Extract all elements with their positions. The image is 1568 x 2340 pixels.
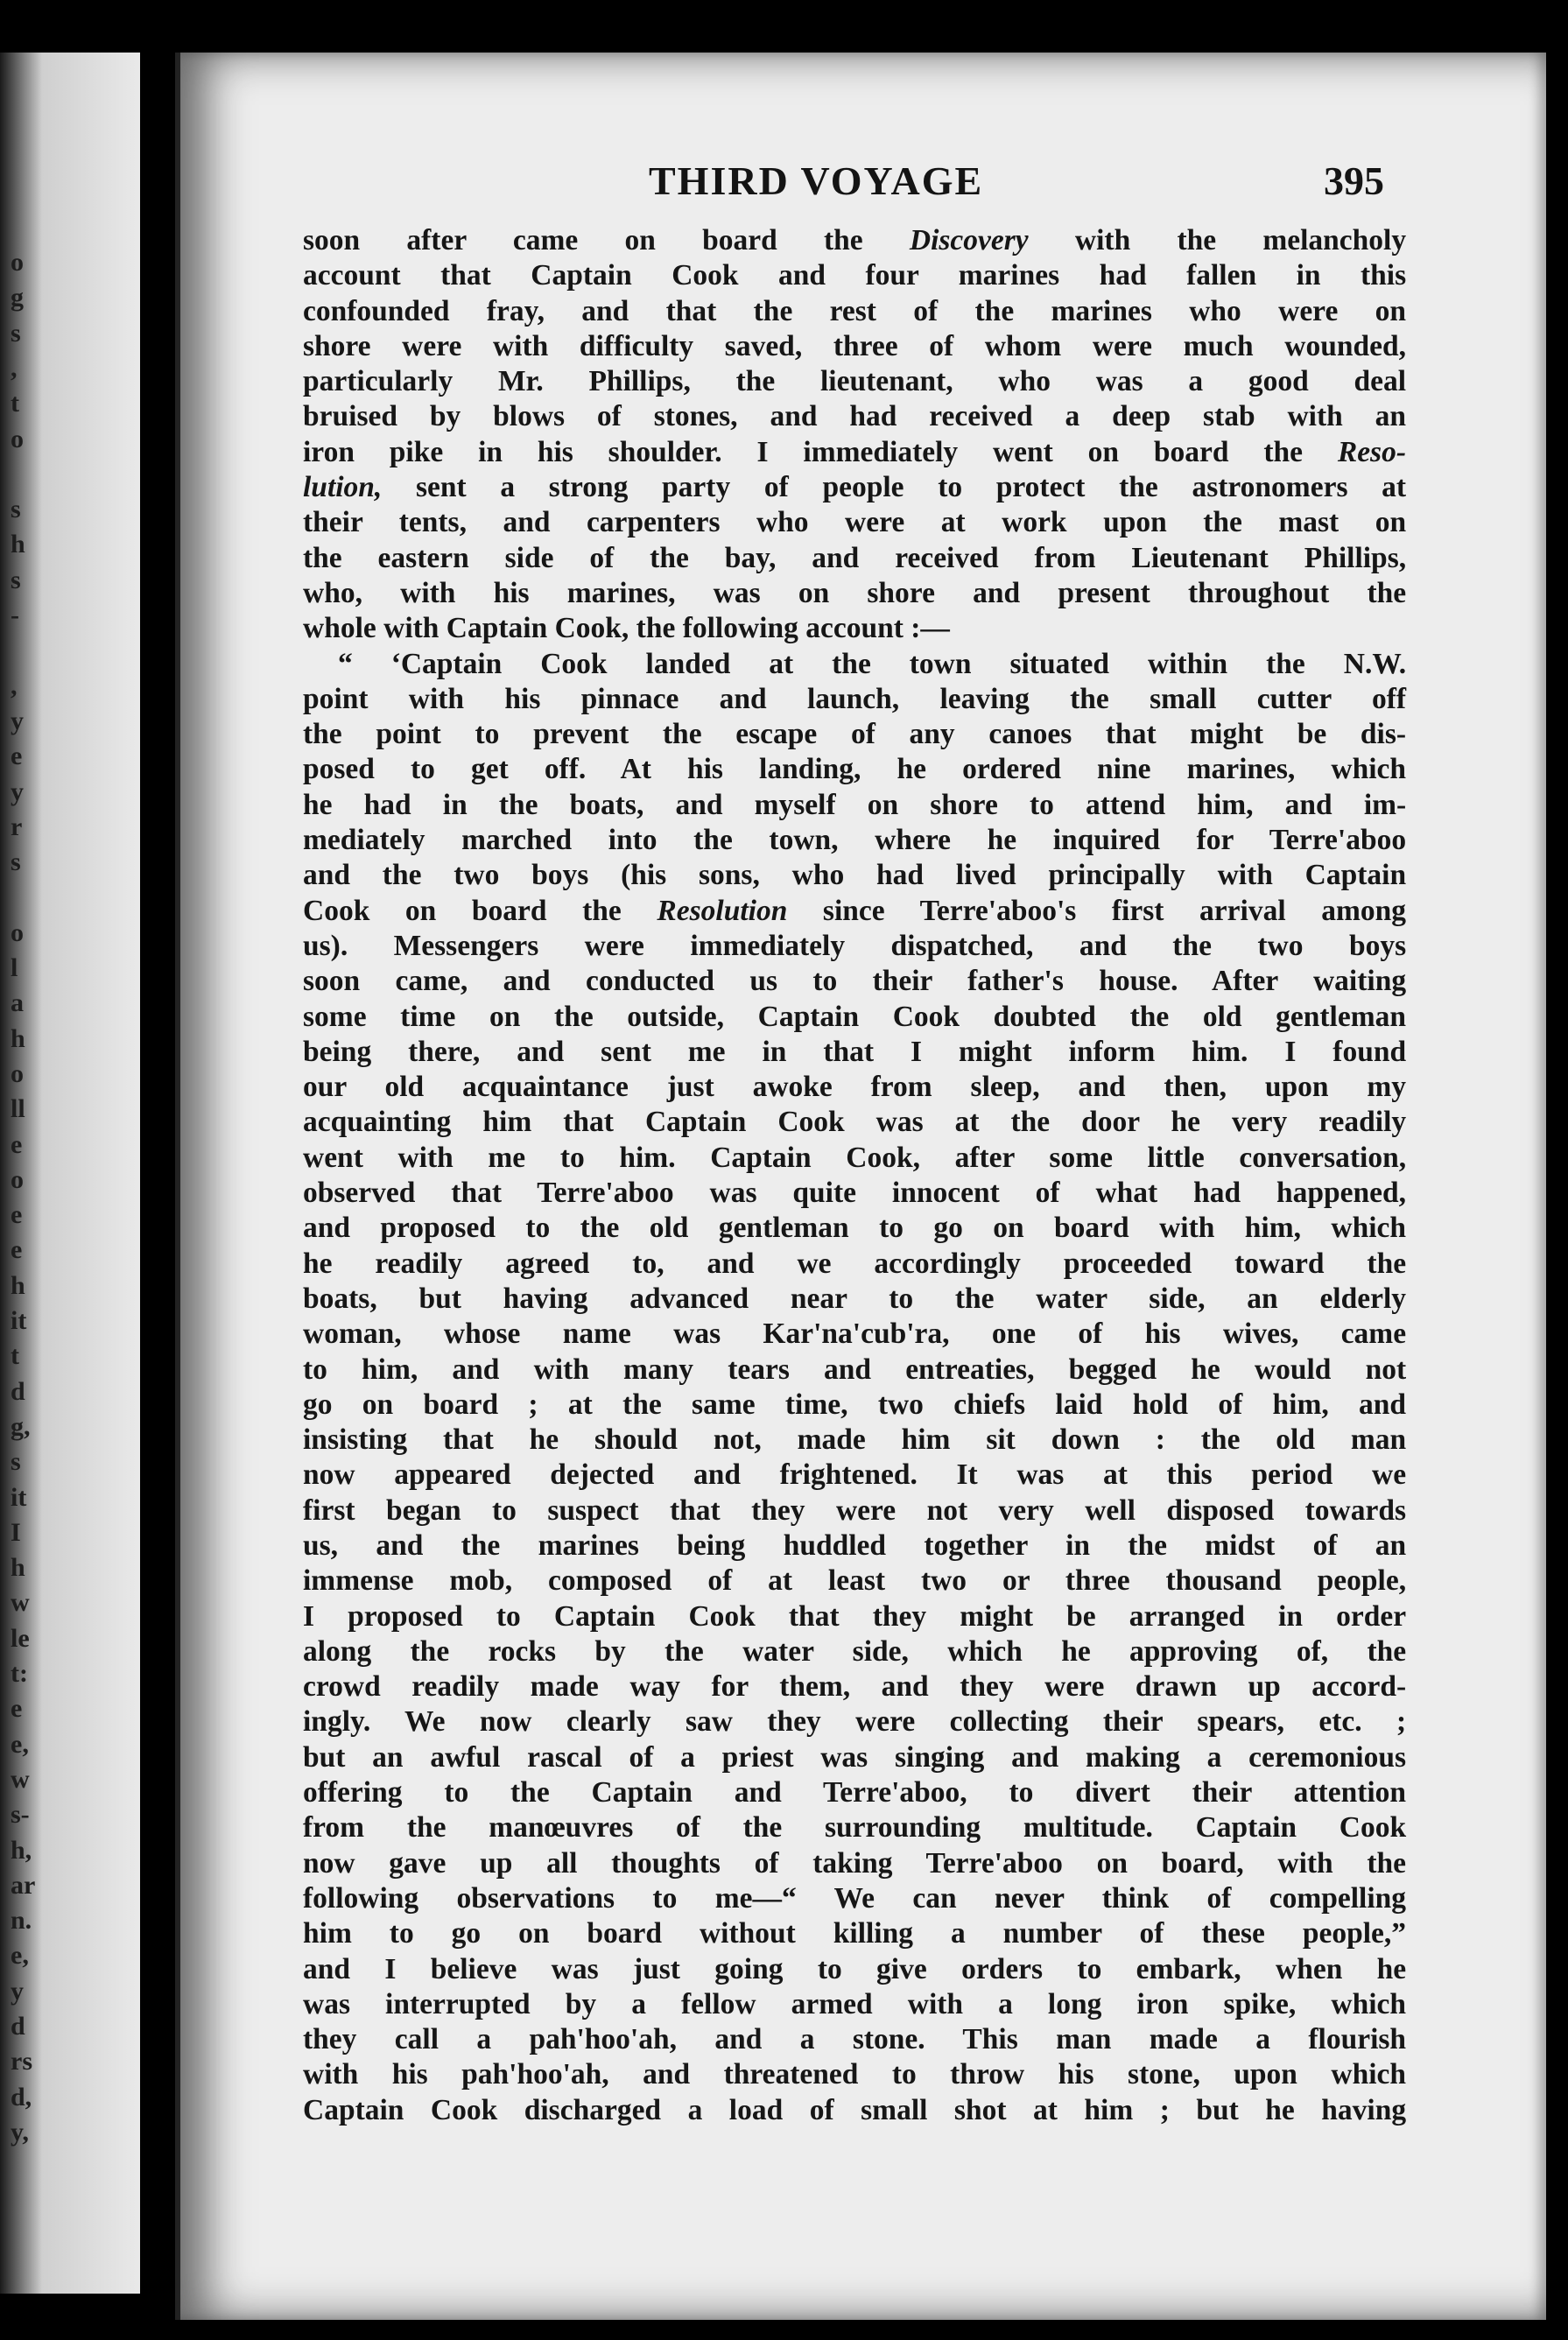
adjacent-page-fragment: le (11, 1623, 30, 1653)
text-line: he readily agreed to, and we accordingly proceeded toward the (303, 1247, 1407, 1280)
adjacent-page-fragment: n. (11, 1906, 32, 1936)
text-line: boats, but having advanced near to the water side, an elderly (303, 1282, 1407, 1315)
adjacent-page-fragment: o (11, 917, 24, 947)
text-line: iron pike in his shoulder. I immediately went on board the Reso- (303, 435, 1406, 468)
adjacent-page-fragment: o (11, 1164, 24, 1194)
adjacent-page-fragment: s (11, 495, 21, 524)
text-line: shore were with difficulty saved, three of whom were much wounded, (303, 329, 1407, 362)
text-line: he had in the boats, and myself on shore to attend him, and im- (303, 788, 1407, 821)
text-line: and proposed to the old gentleman to go on board with him, which (303, 1212, 1407, 1245)
adjacent-page-fragment: w (11, 1588, 30, 1618)
adjacent-page-fragment: e, (11, 1729, 29, 1759)
adjacent-page-fragment: h (11, 1553, 25, 1583)
text-line: bruised by blows of stones, and had received a deep stab with an (303, 400, 1407, 433)
adjacent-page-fragment: o (11, 248, 24, 277)
text-line: acquainting him that Captain Cook was at the door he very readily (303, 1106, 1407, 1139)
text-line: insisting that he should not, made him sit down : the old man (303, 1423, 1407, 1457)
running-title: THIRD VOYAGE (649, 158, 984, 203)
text-line: soon came, and conducted us to their father's house. After waiting (303, 965, 1407, 998)
text-line: our old acquaintance just awoke from sleep, and then, upon my (303, 1071, 1407, 1104)
adjacent-page-fragment: l (11, 953, 18, 982)
text-line: Captain Cook discharged a load of small shot at him ; but he having (303, 2093, 1407, 2126)
adjacent-page-fragment: y (11, 1976, 24, 2006)
adjacent-page-fragment: I (11, 1517, 21, 1547)
text-line: I proposed to Captain Cook that they might be arranged in order (303, 1599, 1407, 1633)
text-line: with his pah'hoo'ah, and threatened to throw his stone, upon which (303, 2058, 1407, 2091)
text-line: went with me to him. Captain Cook, after some little conversation, (303, 1141, 1407, 1174)
adjacent-page-fragment: s (11, 847, 21, 877)
text-line: account that Captain Cook and four marines had fallen in this (303, 259, 1407, 292)
text-line: offering to the Captain and Terre'aboo, to divert their attention (303, 1776, 1407, 1809)
page-number: 395 (1324, 158, 1384, 203)
text-line: immense mob, composed of at least two or three thousand people, (303, 1564, 1407, 1598)
adjacent-page-fragment: s (11, 318, 21, 348)
adjacent-page-fragment: d, (11, 2082, 32, 2112)
text-line: from the manœuvres of the surrounding multitude. Captain Cook (303, 1811, 1407, 1845)
book-page (175, 53, 1546, 2320)
adjacent-page-fragment: it (11, 1306, 27, 1335)
text-line: now appeared dejected and frightened. It was at this period we (303, 1458, 1407, 1492)
text-line: being there, and sent me in that I might inform him. I found (303, 1035, 1407, 1068)
page-header (180, 158, 1546, 210)
adjacent-page-fragment: rs (11, 2047, 32, 2076)
adjacent-page-fragment: it (11, 1482, 27, 1512)
text-line: ingly. We now clearly saw they were collecting their spears, etc. ; (303, 1705, 1407, 1739)
adjacent-page-fragment: y, (11, 2117, 29, 2147)
adjacent-page-fragment: s (11, 1447, 21, 1477)
text-line: mediately marched into the town, where he inquired for Terre'aboo (303, 824, 1407, 857)
adjacent-page-fragment: a (11, 988, 24, 1018)
text-line: and I believe was just going to give orders to embark, when he (303, 1952, 1407, 1985)
adjacent-page-fragment: y (11, 706, 24, 735)
adjacent-page-edge (0, 53, 140, 2294)
text-line: Cook on board the Resolution since Terre'aboo's first arrival among (303, 894, 1407, 927)
adjacent-page-fragment: y (11, 776, 24, 806)
adjacent-page-fragment: h (11, 530, 25, 559)
text-line: to him, and with many tears and entreaties, begged he would not (303, 1353, 1407, 1386)
text-line: observed that Terre'aboo was quite innocent of what had happened, (303, 1177, 1406, 1210)
text-line: but an awful rascal of a priest was singing and making a ceremonious (303, 1740, 1407, 1774)
text-line: now gave up all thoughts of taking Terre'aboo on board, with the (303, 1846, 1407, 1880)
adjacent-page-fragment: , (11, 353, 18, 383)
adjacent-page-fragment: d (11, 2012, 25, 2041)
adjacent-page-fragment: e, (11, 1941, 29, 1971)
adjacent-page-fragment: e (11, 741, 23, 771)
adjacent-page-fragment: s (11, 565, 21, 594)
text-line: “ ‘Captain Cook landed at the town situated within the N.W. (338, 647, 1407, 680)
text-line: go on board ; at the same time, two chiefs laid hold of him, and (303, 1388, 1407, 1421)
text-line: us, and the marines being huddled together in the midst of an (303, 1528, 1407, 1562)
text-line: soon after came on board the Discovery with the melancholy (303, 224, 1407, 256)
adjacent-page-fragment: - (11, 601, 19, 629)
adjacent-page-fragment: o (11, 1058, 24, 1088)
text-line: crowd readily made way for them, and they were drawn up accord- (303, 1670, 1407, 1704)
adjacent-page-fragment: t (11, 1341, 19, 1371)
text-line: who, with his marines, was on shore and present throughout the (303, 576, 1407, 609)
text-line: along the rocks by the water side, which he approving of, the (303, 1634, 1407, 1668)
text-line: us). Messengers were immediately dispatched, and the two boys (303, 929, 1407, 962)
text-line: posed to get off. At his landing, he ordered nine marines, which (303, 753, 1407, 786)
adjacent-page-fragment: h, (11, 1835, 32, 1865)
adjacent-page-fragment: t: (11, 1659, 28, 1688)
adjacent-page-fragment: e (11, 1235, 23, 1265)
text-line: they call a pah'hoo'ah, and a stone. This man made a flourish (303, 2023, 1407, 2056)
text-line: and the two boys (his sons, who had lived principally with Captain (303, 859, 1407, 892)
adjacent-page-fragment: g, (11, 1411, 31, 1441)
adjacent-page-fragment: ll (11, 1094, 25, 1124)
adjacent-page-fragment: s- (11, 1800, 30, 1830)
adjacent-page-fragment: d (11, 1376, 25, 1406)
text-line: their tents, and carpenters who were at work upon the mast on (303, 506, 1407, 539)
adjacent-page-fragment: r (11, 812, 23, 841)
text-line: first began to suspect that they were not very well disposed towards (303, 1493, 1407, 1527)
adjacent-page-fragment: o (11, 424, 24, 453)
adjacent-page-fragment: g (11, 283, 24, 313)
adjacent-page-fragment: ar (11, 1870, 36, 1900)
text-line: was interrupted by a fellow armed with a long iron spike, which (303, 1987, 1407, 2020)
adjacent-page-fragment: e (11, 1694, 23, 1724)
adjacent-page-fragment: w (11, 1764, 30, 1794)
text-line: lution, sent a strong party of people to protect the astronomers at (303, 471, 1407, 504)
adjacent-page-fragment: e (11, 1129, 23, 1159)
text-line: the eastern side of the bay, and received from Lieutenant Phillips, (303, 541, 1407, 574)
text-line: some time on the outside, Captain Cook doubted the old gentleman (303, 1000, 1407, 1033)
adjacent-page-fragment: h (11, 1270, 25, 1300)
text-line: following observations to me—“ We can never think of compelling (303, 1881, 1407, 1915)
body-text (303, 223, 1406, 2128)
adjacent-page-fragment: e (11, 1200, 23, 1230)
text-line: the point to prevent the escape of any canoes that might be dis- (303, 718, 1407, 751)
text-line: confounded fray, and that the rest of the marines who were on (303, 294, 1407, 327)
text-line: whole with Captain Cook, the following account :— (303, 612, 950, 645)
adjacent-page-fragment: , (11, 671, 18, 700)
text-line: point with his pinnace and launch, leaving the small cutter off (303, 682, 1407, 715)
text-line: him to go on board without killing a number of these people,” (303, 1917, 1407, 1950)
adjacent-page-fragment: h (11, 1023, 25, 1053)
text-line: woman, whose name was Kar'na'cub'ra, one of his wives, came (303, 1318, 1407, 1351)
adjacent-page-fragment: t (11, 389, 19, 418)
text-line: particularly Mr. Phillips, the lieutenant, who was a good deal (303, 365, 1407, 398)
